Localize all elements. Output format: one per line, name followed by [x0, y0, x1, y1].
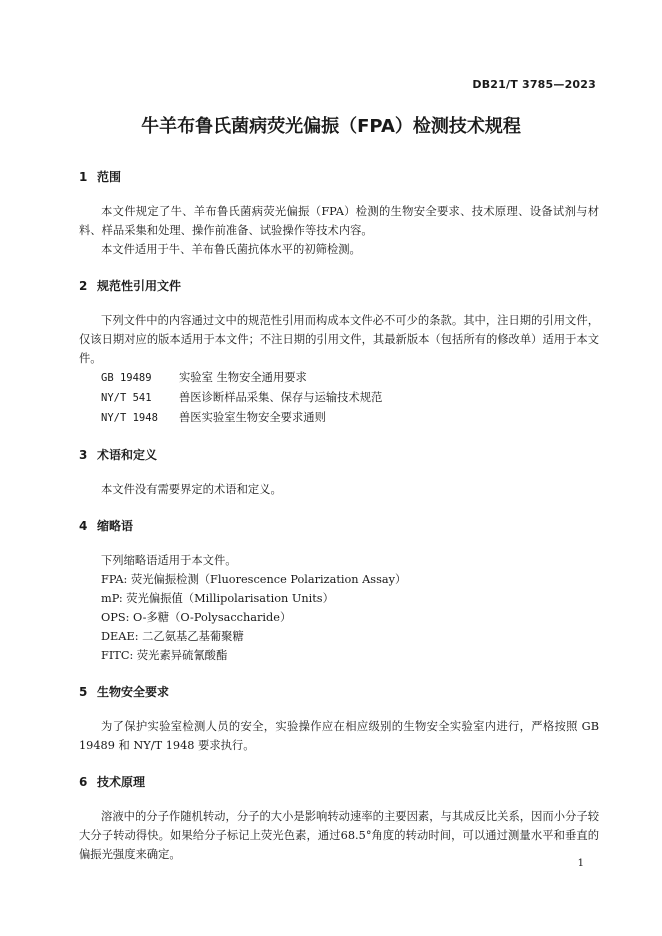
section-number: 5 [79, 685, 88, 699]
page-number: 1 [577, 858, 584, 869]
reference-item [79, 388, 599, 408]
section-heading [79, 517, 599, 534]
section-heading [79, 277, 599, 294]
paragraph: 溶液中的分子作随机转动，分子的大小是影响转动速率的主要因素，与其成反比关系，因而小分子较大分子转动得快。如果给分子标记上荧光色素，通过68.5°角度的转动时间，可以通过测量水平和垂直的偏振光强度来确定。 [79, 810, 599, 861]
section-title: 生物安全要求 [97, 685, 170, 699]
section-title: 术语和定义 [97, 448, 158, 462]
section-abbreviations [79, 517, 599, 665]
paragraph: 本文件规定了牛、羊布鲁氏菌病荧光偏振（FPA）检测的生物安全要求、技术原理、设备试剂与材料、样品采集和处理、操作前准备、试验操作等技术内容。 [79, 205, 599, 237]
section-heading [79, 773, 599, 790]
abbreviation-item: mP: 荧光偏振值（Millipolarisation Units） [101, 592, 334, 605]
section-scope [79, 168, 599, 259]
reference-title: 实验室 生物安全通用要求 [179, 371, 307, 384]
paragraph: 本文件适用于牛、羊布鲁氏菌抗体水平的初筛检测。 [101, 243, 361, 256]
section-title: 范围 [97, 170, 122, 184]
document-title: 牛羊布鲁氏菌病荧光偏振（FPA）检测技术规程 [141, 116, 521, 137]
section-heading [79, 446, 599, 463]
paragraph: 本文件没有需要界定的术语和定义。 [101, 483, 282, 496]
section-biosafety [79, 683, 599, 755]
section-number: 1 [79, 170, 88, 184]
paragraph: 下列文件中的内容通过文中的规范性引用而构成本文件必不可少的条款。其中，注日期的引用文件，仅该日期对应的版本适用于本文件；不注日期的引用文件，其最新版本（包括所有的修改单）适用于本文件。 [79, 314, 599, 365]
reference-code: NY/T 1948 [101, 412, 158, 424]
document-code: DB21/T 3785—2023 [472, 78, 596, 91]
section-title: 技术原理 [97, 775, 146, 789]
reference-item [79, 368, 599, 388]
section-terms [79, 446, 599, 499]
section-number: 4 [79, 519, 88, 533]
section-number: 3 [79, 448, 88, 462]
section-title: 缩略语 [97, 519, 134, 533]
reference-code: NY/T 541 [101, 392, 152, 404]
section-heading [79, 683, 599, 700]
reference-title: 兽医实验室生物安全要求通则 [179, 411, 326, 424]
abbreviation-item: OPS: O-多糖（O-Polysaccharide） [101, 611, 292, 624]
reference-code: GB 19489 [101, 372, 152, 384]
section-number: 2 [79, 279, 88, 293]
abbreviation-item: FPA: 荧光偏振检测（Fluorescence Polarization Assay） [101, 573, 407, 586]
abbreviation-intro: 下列缩略语适用于本文件。 [101, 554, 237, 567]
section-heading [79, 168, 599, 185]
section-number: 6 [79, 775, 88, 789]
section-principle [79, 773, 599, 864]
abbreviation-item: DEAE: 二乙氨基乙基葡聚糖 [101, 630, 244, 643]
reference-item [79, 408, 599, 428]
reference-title: 兽医诊断样品采集、保存与运输技术规范 [179, 391, 383, 404]
document-body [79, 168, 599, 882]
section-title: 规范性引用文件 [97, 279, 182, 293]
section-normative-references [79, 277, 599, 428]
paragraph: 为了保护实验室检测人员的安全，实验操作应在相应级别的生物安全实验室内进行，严格按照 GB 19489 和 NY/T 1948 要求执行。 [79, 720, 599, 752]
abbreviation-item: FITC: 荧光素异硫氰酸酯 [101, 649, 228, 662]
